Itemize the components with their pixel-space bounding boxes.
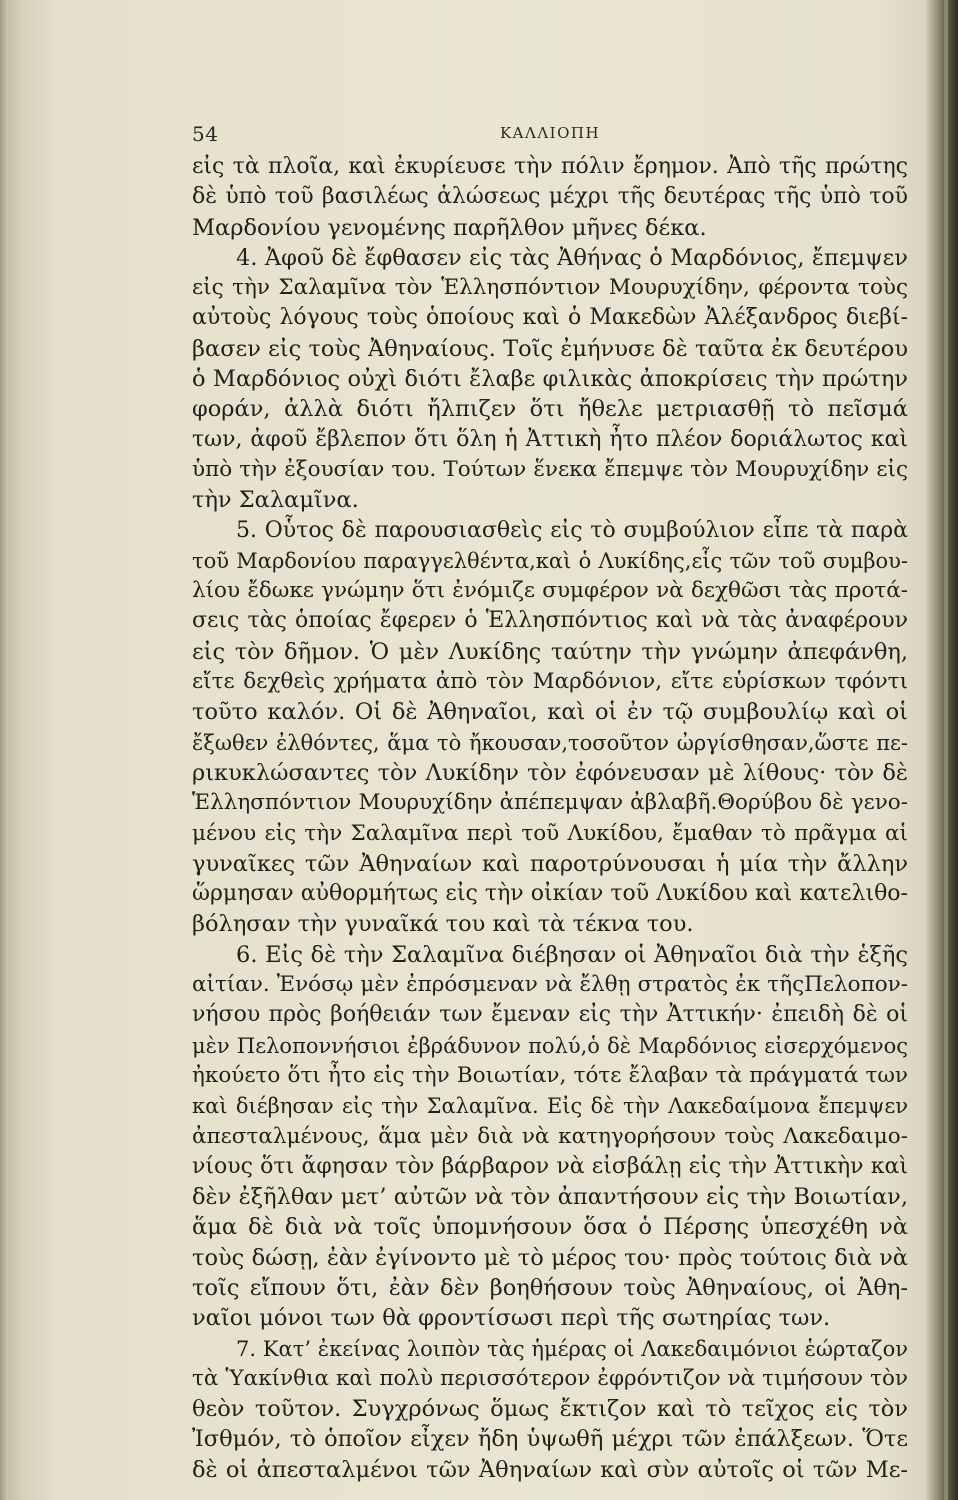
text-line: ρικυκλώσαντες τὸν Λυκίδην τὸν ἐφόνευσαν μὲ λίθους· τὸν δὲ (192, 759, 908, 786)
text-line: καὶ διέβησαν εἰς τὴν Σαλαμῖνα. Εἰς δὲ τὴν Λακεδαίμονα ἔπεμψεν (192, 1094, 908, 1119)
binding-fold (0, 0, 8, 1500)
text-line: Ἰσθμόν, τὸ ὁποῖον εἶχεν ἤδη ὑψωθῆ μέχρι τῶν ἐπάλξεων. Ὅτε (192, 1426, 908, 1453)
text-line: ἠκούετο ὅτι ἦτο εἰς τὴν Βοιωτίαν, τότε ἔλαβαν τὰ πράγματά των (192, 1062, 908, 1088)
text-line: Μαρδονίου γενομένης παρῆλθον μῆνες δέκα. (192, 214, 707, 241)
text-line: τὴν Σαλαμῖνα. (192, 487, 359, 514)
text-line: τὰ Ὑακίνθια καὶ πολὺ περισσότερον ἐφρόντιζον νὰ τιμήσουν τὸν (192, 1365, 908, 1391)
text-line: ὁ Μαρδόνιος οὐχὶ διότι ἔλαβε φιλικὰς ἀποκρίσεις τὴν πρώτην (192, 366, 908, 393)
text-line: εἰς τὰ πλοῖα, καὶ ἐκυρίευσε τὴν πόλιν ἔρημον. Ἀπὸ τῆς πρώτης (192, 154, 908, 179)
body-text (192, 152, 908, 1485)
text-line: σεις τὰς ὁποίας ἔφερεν ὁ Ἑλλησπόντιος καὶ νὰ τὰς ἀναφέρουν (192, 608, 908, 634)
text-line: δὲν ἐξῆλθαν μετ’ αὐτῶν νὰ τὸν ἀπαντήσουν εἰς τὴν Βοιωτίαν, (192, 1184, 908, 1211)
text-line: τοῖς εἴπουν ὅτι, ἐὰν δὲν βοηθήσουν τοὺς Ἀθηναίους, οἱ Ἀθη- (192, 1274, 908, 1301)
text-line: 4. Ἀφοῦ δὲ ἔφθασεν εἰς τὰς Ἀθήνας ὁ Μαρδόνιος, ἔπεμψεν (236, 244, 908, 271)
text-line: φοράν, ἀλλὰ διότι ἤλπιζεν ὅτι ἤθελε μετριασθῇ τὸ πεῖσμά (192, 396, 908, 423)
text-line: εἰς τὸν δῆμον. Ὁ μὲν Λυκίδης ταύτην τὴν γνώμην ἀπεφάνθη, (192, 638, 908, 665)
text-line: δὲ ὑπὸ τοῦ βασιλέως ἁλώσεως μέχρι τῆς δευτέρας τῆς ὑπὸ τοῦ (192, 184, 908, 210)
page-header (192, 122, 908, 152)
text-line: μὲν Πελοποννήσιοι ἐβράδυνον πολύ,ὁ δὲ Μαρδόνιος εἰσερχόμενος (192, 1033, 908, 1058)
text-line: δὲ οἱ ἀπεσταλμένοι τῶν Ἀθηναίων καὶ σὺν αὐτοῖς οἱ τῶν Με- (192, 1456, 908, 1483)
text-line: 7. Κατ’ ἐκείνας λοιπὸν τὰς ἡμέρας οἱ Λακεδαιμόνιοι ἑώρταζον (236, 1336, 908, 1361)
text-line: ὥρμησαν αὐθορμήτως εἰς τὴν οἰκίαν τοῦ Λυκίδου καὶ κατελιθο- (192, 881, 908, 907)
text-line: βόλησαν τὴν γυναῖκά του καὶ τὰ τέκνα του. (192, 911, 694, 938)
text-line: εἴτε δεχθεὶς χρήματα ἀπὸ τὸν Μαρδόνιον, εἴτε εὑρίσκων τφόντι (192, 669, 908, 695)
text-line: τοὺς δώσῃ, ἐὰν ἐγίνοντο μὲ τὸ μέρος του· πρὸς τούτοις διὰ νὰ (192, 1244, 908, 1271)
text-line: τοῦτο καλόν. Οἱ δὲ Ἀθηναῖοι, καὶ οἱ ἐν τῷ συμβουλίῳ καὶ οἱ (192, 699, 908, 726)
text-line: εἰς τὴν Σαλαμῖνα τὸν Ἑλλησπόντιον Μουρυχίδην, φέροντα τοὺς (192, 275, 908, 301)
text-line: των, ἀφοῦ ἔβλεπον ὅτι ὅλη ἡ Ἀττικὴ ἦτο πλέον δοριάλωτος καὶ (192, 426, 908, 452)
text-line: νήσου πρὸς βοήθειάν των ἔμεναν εἰς τὴν Ἀττικήν· ἐπειδὴ δὲ οἱ (192, 1002, 908, 1028)
text-line: Ἑλλησπόντιον Μουρυχίδην ἀπέπεμψαν ἀβλαβῆ.Θορύβου δὲ γενο- (192, 790, 908, 816)
text-line: αἰτίαν. Ἐνόσῳ μὲν ἐπρόσμεναν νὰ ἔλθῃ στρατὸς ἐκ τῆςΠελοπον- (192, 972, 908, 998)
text-line: ἀπεσταλμένους, ἅμα μὲν διὰ νὰ κατηγορήσουν τοὺς Λακεδαιμο- (192, 1123, 908, 1149)
text-line: μένου εἰς τὴν Σαλαμῖνα περὶ τοῦ Λυκίδου, ἔμαθαν τὸ πρᾶγμα αἱ (192, 820, 908, 846)
text-line: ἅμα δὲ διὰ νὰ τοῖς ὑπομνήσουν ὅσα ὁ Πέρσης ὑπεσχέθη νὰ (192, 1214, 908, 1241)
page-number: 54 (192, 122, 219, 146)
text-line: γυναῖκες τῶν Ἀθηναίων καὶ παροτρύνουσαι ἡ μία τὴν ἄλλην (192, 850, 908, 877)
text-line: βασεν εἰς τοὺς Ἀθηναίους. Τοῖς ἐμήνυσε δὲ ταῦτα ἐκ δευτέρου (192, 335, 908, 362)
text-line: ναῖοι μόνοι των θὰ φροντίσωσι περὶ τῆς σωτηρίας των. (192, 1305, 831, 1332)
text-line: λίου ἔδωκε γνώμην ὅτι ἐνόμιζε συμφέρον νὰ δεχθῶσι τὰς προτά- (192, 578, 908, 604)
text-line: αὐτοὺς λόγους τοὺς ὁποίους καὶ ὁ Μακεδὼν Ἀλέξανδρος διεβί- (192, 305, 908, 331)
text-line: ὑπὸ τὴν ἐξουσίαν του. Τούτων ἕνεκα ἔπεμψε τὸν Μουρυχίδην εἰς (192, 456, 908, 482)
text-line: 5. Οὗτος δὲ παρουσιασθεὶς εἰς τὸ συμβούλιον εἶπε τὰ παρὰ (236, 517, 908, 543)
text-line: ἔξωθεν ἐλθόντες, ἅμα τὸ ἤκουσαν,τοσοῦτον ὠργίσθησαν,ὥστε πε- (192, 730, 908, 755)
page-edge (944, 0, 948, 1500)
text-line: νίους ὅτι ἄφησαν τὸν βάρβαρον νὰ εἰσβάλῃ εἰς τὴν Ἀττικὴν καὶ (192, 1153, 908, 1179)
text-line: τοῦ Μαρδονίου παραγγελθέντα,καὶ ὁ Λυκίδης,εἷς τῶν τοῦ συμβου- (192, 548, 908, 573)
text-line: θεὸν τοῦτον. Συγχρόνως ὅμως ἔκτιζον καὶ τὸ τεῖχος εἰς τὸν (192, 1396, 908, 1423)
running-head: ΚΑΛΛΙΟΠΗ (499, 124, 601, 142)
text-line: 6. Εἰς δὲ τὴν Σαλαμῖνα διέβησαν οἱ Ἀθηναῖοι διὰ τὴν ἑξῆς (236, 941, 908, 968)
